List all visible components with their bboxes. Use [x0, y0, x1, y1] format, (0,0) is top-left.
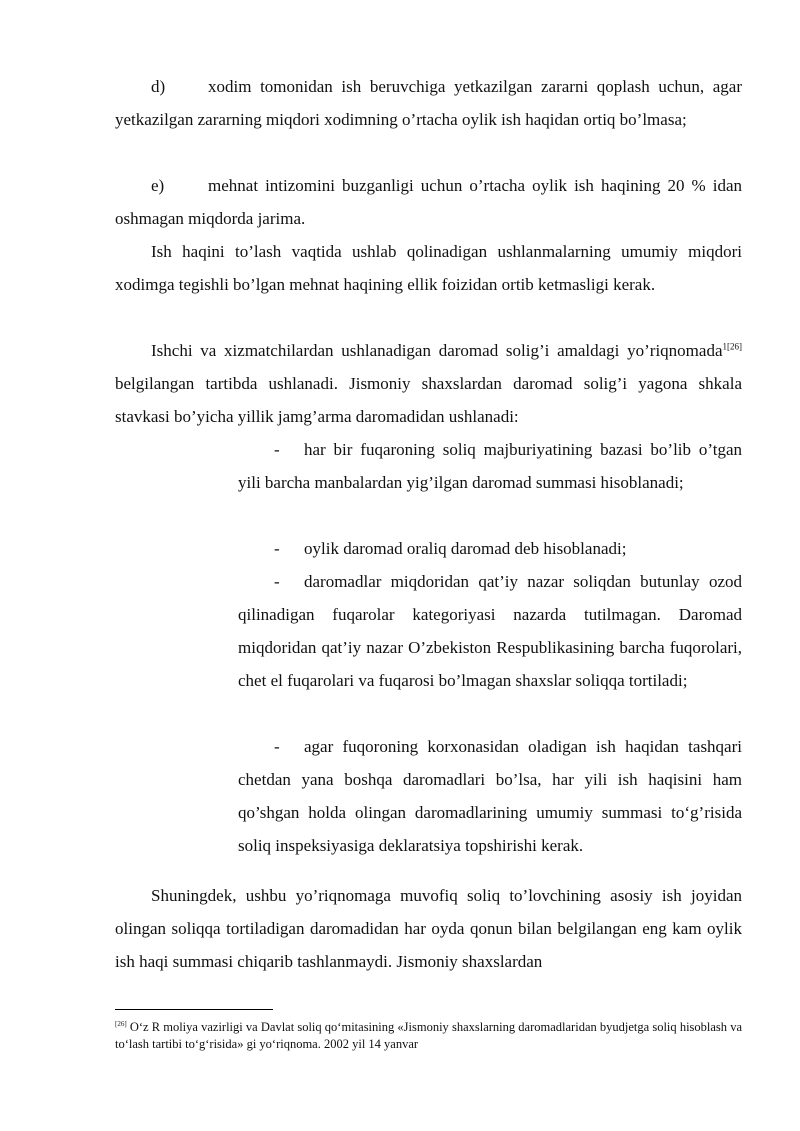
bullet-text: agar fuqoroning korxonasidan oladigan ish haqidan tashqari chetdan yana boshqa daromadlari bo’lsa, har yili ish haqisini ham qo’shgan holda olingan daromadlarining umumiy summasi to‘g’risida soliq inspeksiyasiga deklaratsiya topshirishi kerak.: [238, 737, 742, 855]
bullet-item: [238, 532, 742, 565]
item-text: xodim tomonidan ish beruvchiga yetkazilgan zararni qoplash uchun, agar yetkazilgan zararning miqdori xodimning o’rtacha oylik ish haqidan ortiq bo’lmasa;: [115, 77, 742, 129]
item-label: e): [151, 176, 165, 195]
footnote: [115, 1019, 742, 1053]
dash-marker: -: [274, 440, 280, 459]
dash-marker: -: [274, 572, 280, 591]
bullet-item: [238, 433, 742, 499]
paragraph-minimum-wage: [115, 879, 742, 978]
bullet-item: [238, 730, 742, 862]
footnote-marker: [26]: [115, 1019, 127, 1028]
dash-marker: -: [274, 737, 280, 756]
footnote-reference[interactable]: 1[26]: [722, 341, 742, 352]
paragraph-text: Shuningdek, ushbu yo’riqnomaga muvofiq soliq to’lovchining asosiy ish joyidan olingan soliqqa tortiladigan daromadidan har oyda qonun bilan belgilangan eng kam oylik ish haqi summasi chiqarib tashlanmaydi. Jismoniy shaxslardan: [115, 886, 742, 971]
list-item-e: [115, 169, 742, 235]
footnote-text: O‘z R moliya vazirligi va Davlat soliq qo‘mitasining «Jismoniy shaxslarning daromadlaridan byudjetga soliq hisoblash va to‘lash tartibi to‘g‘risida» gi yo‘riqnoma. 2002 yil 14 yanvar: [115, 1020, 742, 1051]
bullet-text: oylik daromad oraliq daromad deb hisoblanadi;: [304, 539, 627, 558]
item-label: d): [151, 77, 166, 96]
paragraph-income-tax: [115, 334, 742, 433]
bullet-text: daromadlar miqdoridan qat’iy nazar soliqdan butunlay ozod qilinadigan fuqarolar kategoriyasi nazarda tutilmagan. Daromad miqdoridan qat’iy nazar O’zbekiston Respublikasining barcha fuqorolari, chet el fuqarolari va fuqarosi bo’lmagan shaxslar soliqqa tortiladi;: [238, 572, 742, 690]
paragraph-deductions-limit: [115, 235, 742, 301]
item-text: mehnat intizomini buzganligi uchun o’rtacha oylik ish haqining 20 % idan oshmagan miqdorda jarima.: [115, 176, 742, 228]
footnote-separator: [115, 1009, 273, 1010]
paragraph-text-start: Ishchi va xizmatchilardan ushlanadigan daromad solig’i amaldagi yo’riqnomada: [151, 341, 723, 360]
bullet-text: har bir fuqaroning soliq majburiyatining bazasi bo’lib o’tgan yili barcha manbalardan yig’ilgan daromad summasi hisoblanadi;: [238, 440, 742, 492]
bullet-item: [238, 565, 742, 697]
paragraph-text: Ish haqini to’lash vaqtida ushlab qolinadigan ushlanmalarning umumiy miqdori xodimga tegishli bo’lgan mehnat haqining ellik foizidan ortib ketmasligi kerak.: [115, 242, 742, 294]
list-item-d: [115, 70, 742, 136]
dash-marker: -: [274, 539, 280, 558]
paragraph-text-end: belgilangan tartibda ushlanadi. Jismoniy shaxslardan daromad solig’i yagona shkala stavkasi bo’yicha yillik jamg’arma daromadidan ushlanadi:: [115, 374, 742, 426]
